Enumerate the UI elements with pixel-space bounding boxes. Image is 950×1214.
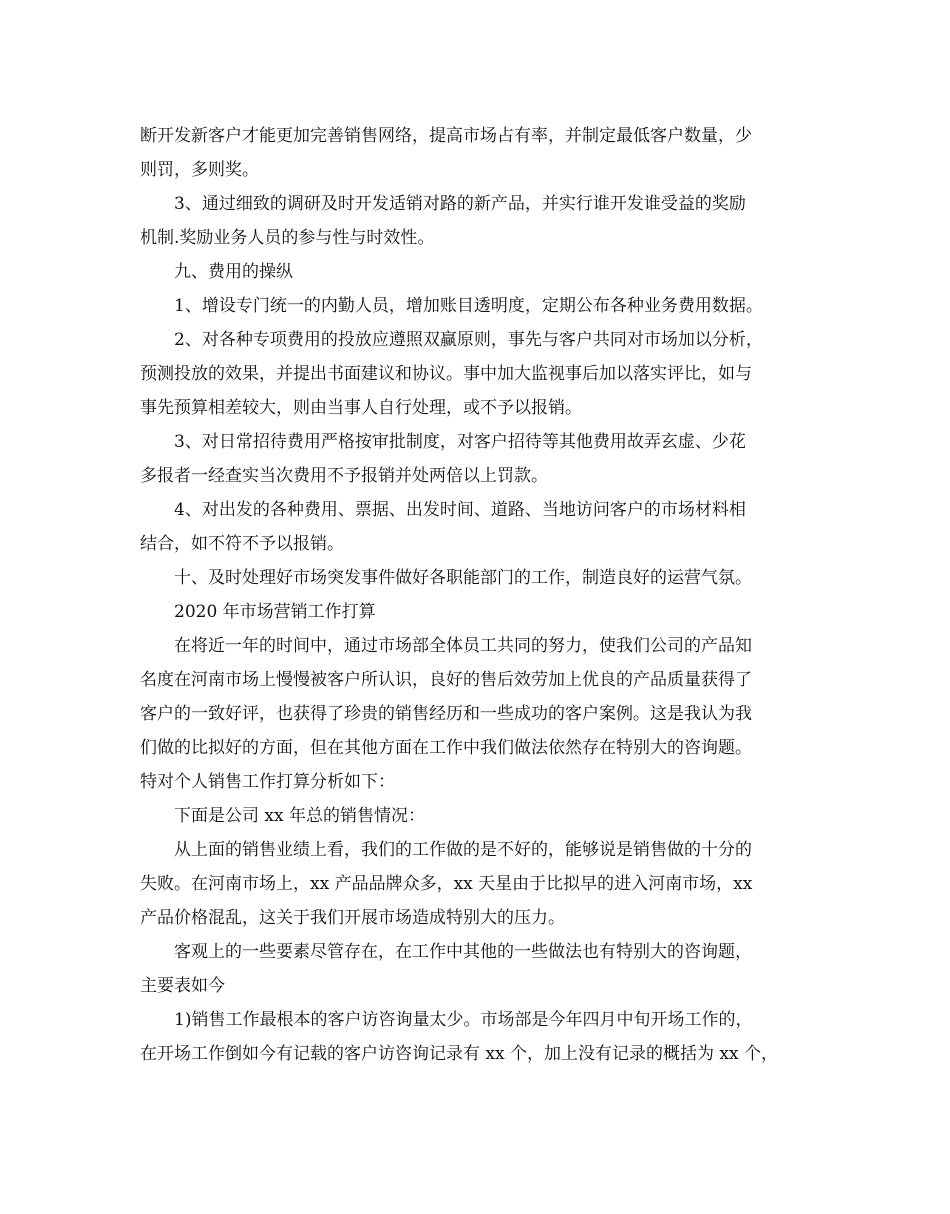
text-line: 特对个人销售工作打算分析如下： [140, 772, 395, 792]
text-line: 产品价格混乱，这关于我们开展市场造成特别大的压力。 [140, 908, 565, 928]
text-line: 客户的一致好评，也获得了珍贵的销售经历和一些成功的客户案例。这是我认为我 [140, 704, 752, 724]
text-line: 在开场工作倒如今有记载的客户访咨询记录有 xx 个，加上没有记录的概括为 xx 个， [140, 1044, 778, 1064]
text-line: 3、通过细致的调研及时开发适销对路的新产品，并实行谁开发谁受益的奖励 [174, 194, 746, 214]
text-line: 九、费用的操纵 [174, 262, 293, 282]
text-line: 主要表如今 [140, 976, 225, 996]
text-line: 失败。在河南市场上，xx 产品品牌众多，xx 天星由于比拟早的进入河南市场，xx [140, 874, 753, 894]
text-line: 机制.奖励业务人员的参与性与时效性。 [140, 228, 435, 248]
text-line: 预测投放的效果，并提出书面建议和协议。事中加大监视事后加以落实评比，如与 [140, 364, 752, 384]
text-line: 1)销售工作最根本的客户访咨询量太少。市场部是今年四月中旬开场工作的， [174, 1010, 753, 1030]
text-line: 2020 年市场营销工作打算 [174, 602, 376, 622]
text-line: 结合，如不符不予以报销。 [140, 534, 344, 554]
text-line: 则罚，多则奖。 [140, 160, 259, 180]
text-line: 在将近一年的时间中，通过市场部全体员工共同的努力，使我们公司的产品知 [174, 636, 752, 656]
text-line: 名度在河南市场上慢慢被客户所认识，良好的售后效劳加上优良的产品质量获得了 [140, 670, 752, 690]
document-body [140, 119, 825, 1071]
text-line: 2、对各种专项费用的投放应遵照双赢原则，事先与客户共同对市场加以分析， [174, 330, 763, 350]
text-line: 们做的比拟好的方面，但在其他方面在工作中我们做法依然存在特别大的咨询题。 [140, 738, 752, 758]
text-line: 断开发新客户才能更加完善销售网络，提高市场占有率，并制定最低客户数量，少 [140, 126, 752, 146]
text-line: 事先预算相差较大，则由当事人自行处理，或不予以报销。 [140, 398, 582, 418]
text-line: 1、增设专门统一的内勤人员，增加账目透明度，定期公布各种业务费用数据。 [174, 296, 763, 316]
text-line: 十、及时处理好市场突发事件做好各职能部门的工作，制造良好的运营气氛。 [174, 568, 752, 588]
text-line: 从上面的销售业绩上看，我们的工作做的是不好的，能够说是销售做的十分的 [174, 840, 752, 860]
text-line: 4、对出发的各种费用、票据、出发时间、道路、当地访问客户的市场材料相 [174, 500, 746, 520]
text-line: 客观上的一些要素尽管存在，在工作中其他的一些做法也有特别大的咨询题， [174, 942, 752, 962]
text-line: 下面是公司 xx 年总的销售情况： [174, 806, 425, 826]
text-line: 多报者一经查实当次费用不予报销并处两倍以上罚款。 [140, 466, 548, 486]
text-line: 3、对日常招待费用严格按审批制度，对客户招待等其他费用故弄玄虚、少花 [174, 432, 746, 452]
